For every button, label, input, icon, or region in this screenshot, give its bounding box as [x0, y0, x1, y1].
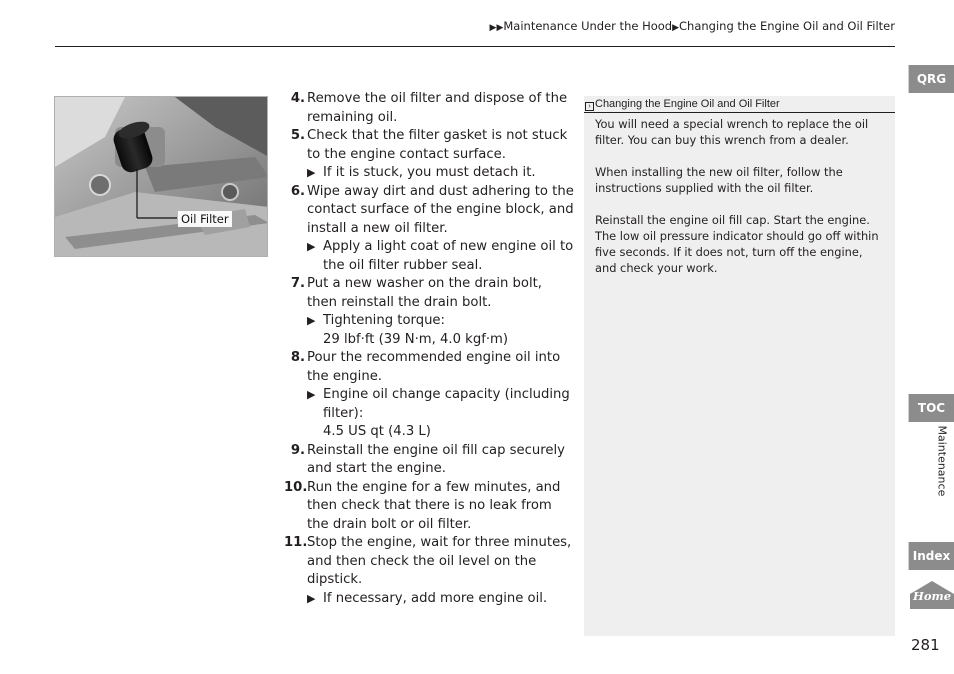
step-text: Reinstall the engine oil fill cap securely and start the engine. — [307, 442, 565, 476]
step-5 — [284, 127, 574, 164]
sub-note-text: If it is stuck, you must detach it. — [323, 165, 536, 180]
page-number: 281 — [911, 636, 940, 654]
step-11-note — [284, 590, 574, 609]
note-paragraph: You will need a special wrench to replace the oil filter. You can buy this wrench from a dealer. — [595, 117, 869, 147]
step-5-note — [284, 164, 574, 183]
breadcrumb-part-1[interactable]: Maintenance Under the Hood — [503, 19, 673, 33]
step-number: 6. — [290, 183, 305, 199]
index-tab[interactable]: Index — [908, 542, 954, 570]
torque-value: 29 lbf·ft (39 N·m, 4.0 kgf·m) — [323, 331, 509, 347]
step-text: Run the engine for a few minutes, and then check that there is no leak from the drain bolt or oil filter. — [307, 479, 561, 532]
step-10 — [284, 479, 574, 535]
step-text: Stop the engine, wait for three minutes, and then check the oil level on the dipstick. — [307, 535, 572, 587]
step-4 — [284, 90, 574, 127]
triangle-icon: ▶ — [672, 23, 680, 33]
step-text: Put a new washer on the drain bolt, then reinstall the drain bolt. — [307, 276, 542, 310]
step-text: Check that the filter gasket is not stuck to the engine contact surface. — [307, 128, 568, 162]
capacity-value: 4.5 US qt (4.3 L) — [323, 424, 431, 439]
step-text: Wipe away dirt and dust adhering to the contact surface of the engine block, and install a new oil filter. — [307, 183, 574, 236]
breadcrumb — [490, 19, 895, 33]
toc-tab[interactable]: TOC — [908, 394, 954, 422]
step-text: Pour the recommended engine oil into the engine. — [307, 350, 561, 384]
sub-note — [307, 386, 574, 423]
sub-note-text: Engine oil change capacity (including filter): — [323, 387, 570, 421]
step-text: Remove the oil filter and dispose of the remaining oil. — [307, 91, 568, 125]
sub-note — [307, 238, 574, 275]
step-7-note — [284, 312, 574, 349]
step-8 — [284, 349, 574, 386]
step-number: 7. — [290, 276, 305, 291]
engine-illustration — [55, 97, 268, 257]
home-button[interactable] — [909, 580, 954, 610]
procedure-steps — [284, 90, 574, 608]
qrg-tab[interactable]: QRG — [908, 65, 954, 93]
oil-filter-label: Oil Filter — [178, 211, 232, 227]
sub-note — [307, 590, 574, 609]
step-number: 4. — [290, 91, 305, 106]
note-arrow-icon: ▶ — [307, 166, 316, 179]
sub-note-text: Apply a light coat of new engine oil to the oil filter rubber seal. — [323, 239, 574, 273]
note-body — [584, 113, 895, 276]
sub-note-text: Tightening torque: — [323, 313, 445, 328]
step-11 — [284, 534, 574, 590]
double-triangle-icon: ▶▶ — [489, 23, 504, 33]
step-number: 8. — [290, 350, 305, 365]
step-7 — [284, 275, 574, 312]
note-arrow-icon: ▶ — [307, 240, 316, 253]
sub-note-text: If necessary, add more engine oil. — [323, 590, 548, 606]
note-paragraph: When installing the new oil filter, follow the instructions supplied with the oil filter. — [595, 165, 843, 195]
oil-filter-photo — [54, 96, 268, 257]
step-6-note — [284, 238, 574, 275]
note-arrow-icon: ▶ — [307, 314, 316, 327]
section-label-text: Maintenance — [935, 425, 949, 497]
section-label — [930, 425, 949, 505]
sub-note — [307, 312, 574, 331]
step-number: 5. — [290, 128, 305, 143]
step-6 — [284, 183, 574, 239]
note-arrow-icon: ▶ — [307, 591, 316, 605]
note-paragraph: Reinstall the engine oil fill cap. Start the engine. The low oil pressure indicator should go off within five seconds. If it does not, turn off the engine, and check your work. — [595, 213, 879, 275]
note-title-text: Changing the Engine Oil and Oil Filter — [595, 98, 780, 110]
note-title — [584, 96, 895, 113]
step-number: 9. — [290, 442, 305, 458]
step-8-note — [284, 386, 574, 442]
step-number: 11. — [284, 535, 308, 550]
note-arrow-icon: ▶ — [307, 388, 316, 401]
step-number: 10. — [284, 479, 308, 495]
breadcrumb-part-2[interactable]: Changing the Engine Oil and Oil Filter — [679, 19, 895, 33]
note-box — [584, 96, 895, 636]
header-divider — [55, 46, 895, 47]
step-9 — [284, 442, 574, 479]
home-label: Home — [912, 589, 952, 603]
cross-reference-icon: › — [585, 102, 594, 111]
sub-note — [307, 164, 574, 183]
